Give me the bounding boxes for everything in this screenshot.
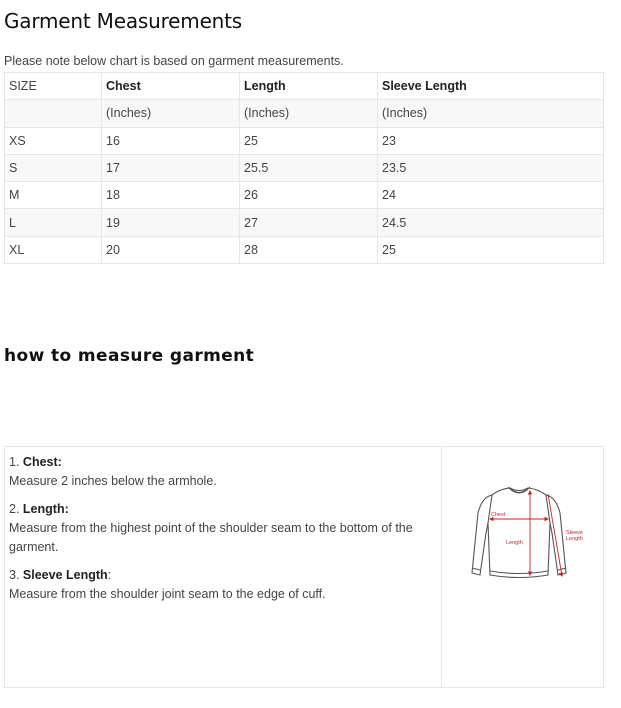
table-row: [5, 154, 604, 181]
table-cell: 26: [240, 182, 378, 209]
header-length: Length: [240, 73, 378, 100]
table-cell: L: [5, 209, 102, 236]
instruction-number: 2.: [9, 502, 20, 516]
instruction-sleeve-length: [9, 566, 441, 604]
table-cell: 19: [102, 209, 240, 236]
table-cell: XL: [5, 236, 102, 263]
unit-cell: (Inches): [102, 100, 240, 127]
unit-cell: (Inches): [240, 100, 378, 127]
figure-label-length: Length: [506, 540, 523, 546]
table-cell: 23: [378, 127, 604, 154]
instruction-chest: [9, 453, 441, 491]
table-cell: 25.5: [240, 154, 378, 181]
garment-diagram: [442, 447, 603, 687]
table-cell: 23.5: [378, 154, 604, 181]
instruction-desc: Measure from the shoulder joint seam to the edge of cuff.: [9, 587, 326, 601]
unit-cell: (Inches): [378, 100, 604, 127]
table-cell: 28: [240, 236, 378, 263]
figure-label-sleeve-1: Sleeve: [566, 530, 583, 536]
table-units-row: [5, 100, 604, 127]
figure-label-sleeve-2: Length: [566, 536, 583, 542]
table-row: [5, 209, 604, 236]
header-chest: Chest: [102, 73, 240, 100]
table-cell: 25: [378, 236, 604, 263]
table-cell: 17: [102, 154, 240, 181]
instruction-number: 3.: [9, 568, 20, 582]
table-cell: 16: [102, 127, 240, 154]
size-chart-table: [4, 72, 604, 264]
figure-label-chest: Chest: [491, 512, 506, 518]
table-cell: XS: [5, 127, 102, 154]
table-cell: 27: [240, 209, 378, 236]
sweatshirt-icon: [462, 483, 592, 593]
table-cell: 24: [378, 182, 604, 209]
instruction-label-suffix: :: [107, 568, 112, 582]
table-cell: S: [5, 154, 102, 181]
table-cell: 18: [102, 182, 240, 209]
unit-cell: [5, 100, 102, 127]
table-cell: M: [5, 182, 102, 209]
chart-note: Please note below chart is based on garment measurements.: [4, 54, 344, 68]
table-row: [5, 127, 604, 154]
section-heading-how-to-measure: how to measure garment: [4, 346, 255, 366]
instruction-desc: Measure 2 inches below the armhole.: [9, 474, 217, 488]
table-cell: 24.5: [378, 209, 604, 236]
table-cell: 20: [102, 236, 240, 263]
table-row: [5, 236, 604, 263]
table-row: [5, 182, 604, 209]
instruction-number: 1.: [9, 455, 20, 469]
measure-instructions: [5, 447, 442, 687]
instruction-length: [9, 500, 441, 557]
how-to-measure-box: [4, 446, 604, 688]
header-size: SIZE: [5, 73, 102, 100]
instruction-desc: Measure from the highest point of the shoulder seam to the bottom of the garment.: [9, 521, 413, 554]
instruction-label: Sleeve Length: [22, 568, 108, 582]
instruction-label: Length:: [22, 502, 69, 516]
instruction-label: Chest:: [22, 455, 62, 469]
header-sleeve-length: Sleeve Length: [378, 73, 604, 100]
table-header-row: [5, 73, 604, 100]
page-title: Garment Measurements: [4, 9, 243, 33]
table-cell: 25: [240, 127, 378, 154]
